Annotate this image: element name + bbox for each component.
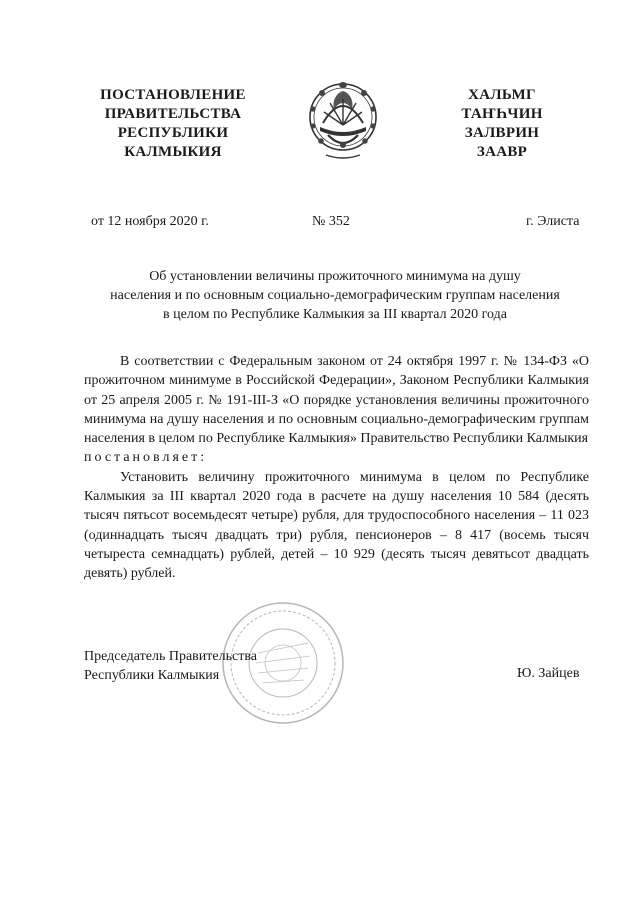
signature-position-line1: Председатель Правительства [84, 649, 257, 664]
decree-word: постановляет: [84, 450, 208, 466]
header-right-line: ЗААВР [476, 144, 528, 160]
kalmykia-coat-of-arms-icon [306, 79, 380, 161]
header-right-line: ХАЛЬМГ [468, 87, 536, 103]
title-line: в целом по Республике Калмыкия за III квартал 2020 года [163, 307, 507, 322]
signature-position-line2: Республики Калмыкия [84, 668, 220, 683]
document-city: г. Элиста [526, 214, 580, 229]
header-left-line: ПОСТАНОВЛЕНИЕ [100, 87, 246, 103]
signature-position [84, 647, 257, 685]
document-title [100, 267, 570, 324]
resolution-paragraph: Установить величину прожиточного минимума в целом по Республике Калмыкия за III квартал 2020 года в расчете на душу населения 10 584 (десять тысяч пятьсот восемьдесят четыре) рубля, для трудоспособного населения – 11 023 (одиннадцать тысяч двадцать три) рубля, пенсионеров – 8 417 (восемь тысяч четыреста семнадцать) рублей, детей – 10 929 (десять тысяч девятьсот двадцать девять) рублей. [84, 469, 589, 582]
header-left-line: РЕСПУБЛИКИ [117, 125, 229, 141]
header-left-line: ПРАВИТЕЛЬСТВА [104, 106, 242, 122]
header-left-title [84, 86, 262, 162]
document-number: № 352 [312, 214, 350, 229]
document-date: от 12 ноября 2020 г. [91, 214, 209, 229]
document-body [84, 352, 589, 584]
title-line: населения и по основным социально-демографическим группам населения [110, 288, 560, 303]
signer-name: Ю. Зайцев [517, 666, 580, 681]
header-right-title [432, 86, 572, 162]
header-right-line: ТАҤҺЧИН [461, 106, 543, 122]
title-line: Об установлении величины прожиточного минимума на душу [149, 269, 521, 284]
header-right-line: ЗАЛВРИН [464, 125, 540, 141]
preamble-paragraph: В соответствии с Федеральным законом от 24 октября 1997 г. № 134-ФЗ «О прожиточном минимуме в Российской Федерации», Законом Республики Калмыкия от 25 апреля 2005 г. № 191-III-З «О порядке установления величины прожиточного минимума на душу населения и по основным социально-демографическим группам населения в целом по Республике Калмыкия» Правительство Республики Калмыкия [84, 354, 589, 447]
header-left-line: КАЛМЫКИЯ [124, 144, 222, 160]
